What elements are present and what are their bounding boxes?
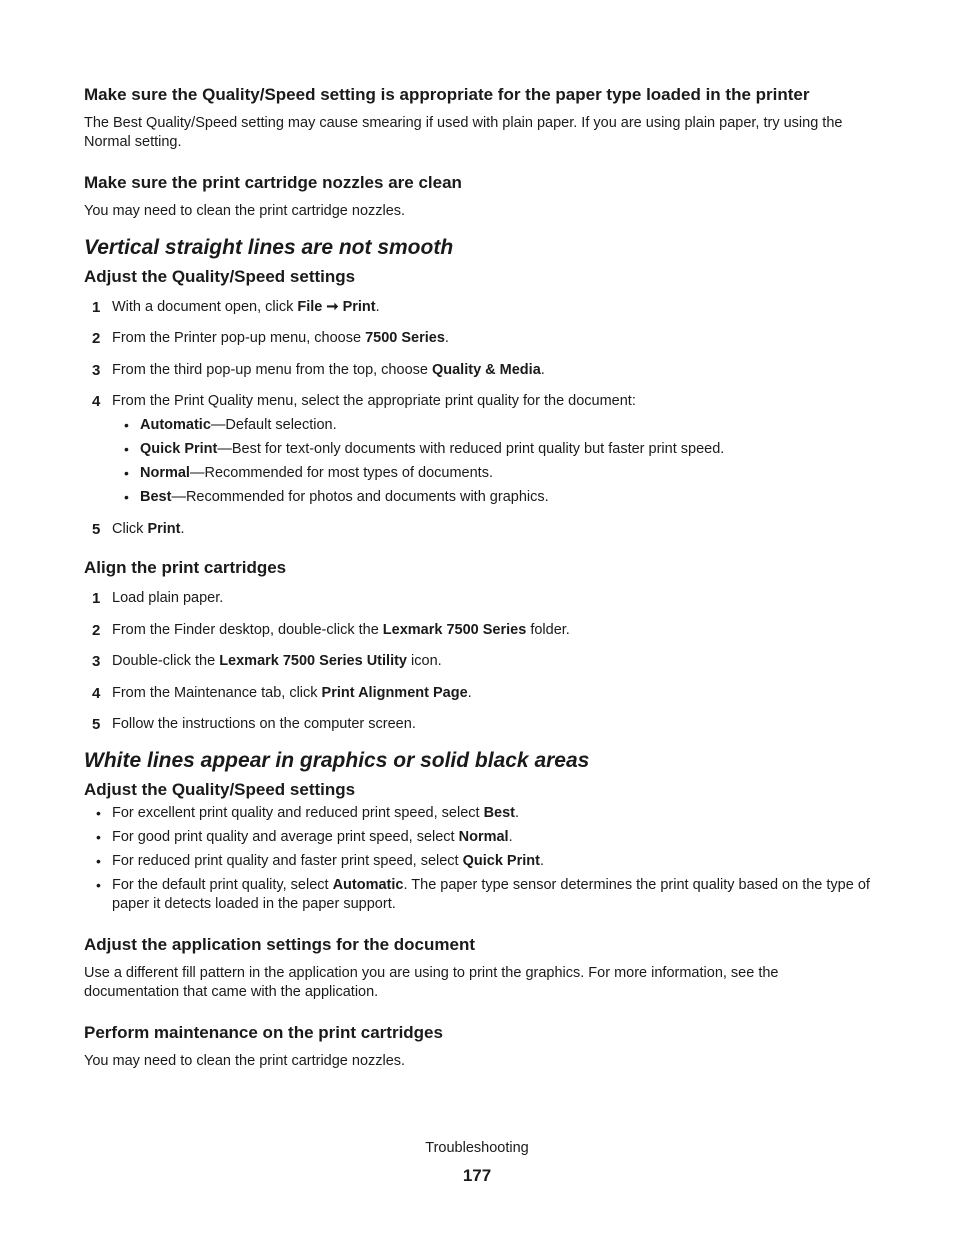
list-item: [84, 876, 874, 914]
item-text-end: . The paper type sensor determines the print quality based on the type of paper it detects loaded in the paper support.: [112, 877, 870, 912]
paragraph: Use a different fill pattern in the application you are using to print the graphics. For more information, see the documentation that came with the application.: [84, 965, 779, 1000]
list-item: [84, 804, 874, 823]
step-number: 3: [92, 653, 101, 670]
item-text-end: .: [508, 829, 513, 845]
footer-section-name: Troubleshooting: [425, 1140, 529, 1156]
bold-term: Print: [147, 521, 181, 537]
item-text: For the default print quality, select: [112, 877, 333, 893]
paragraph: You may need to clean the print cartridge nozzles.: [84, 1053, 406, 1069]
step-text: Double-click the: [112, 653, 220, 669]
step-item: [84, 361, 874, 380]
list-item: [84, 440, 874, 459]
item-text-end: .: [539, 853, 544, 869]
bold-term: Quality & Media: [431, 362, 541, 378]
item-text: —Default selection.: [210, 417, 337, 433]
step-text-end: .: [467, 685, 472, 701]
bold-term: Best: [483, 805, 516, 821]
bold-term: Normal: [458, 829, 509, 845]
menu-print: Print: [342, 299, 376, 315]
step-number: 2: [92, 330, 101, 347]
step-text: Load plain paper.: [112, 590, 224, 606]
step-item: [84, 652, 874, 671]
list-item: [84, 488, 874, 507]
step-item: [84, 621, 874, 640]
step-item: [84, 684, 874, 703]
bold-term: Automatic: [140, 417, 211, 433]
list-item: [84, 828, 874, 847]
step-number: 1: [92, 590, 101, 607]
bold-term: Lexmark 7500 Series: [382, 622, 527, 638]
step-item: [84, 298, 874, 317]
steps-list: [84, 589, 874, 734]
step-text: Follow the instructions on the computer screen.: [112, 716, 416, 732]
arrow-icon: ➞: [322, 299, 343, 315]
bold-term: Print Alignment Page: [321, 685, 468, 701]
step-item: [84, 589, 874, 608]
step-number: 4: [92, 685, 101, 702]
step-number: 1: [92, 299, 101, 316]
paragraph: The Best Quality/Speed setting may cause smearing if used with plain paper. If you are using plain paper, try using the Normal setting.: [84, 115, 843, 150]
item-text: For reduced print quality and faster print speed, select: [112, 853, 463, 869]
step-text: From the Finder desktop, double-click the: [112, 622, 383, 638]
section-heading: Make sure the print cartridge nozzles are clean: [84, 173, 462, 192]
step-number: 2: [92, 622, 101, 639]
step-item: [84, 329, 874, 348]
bold-term: Quick Print: [140, 441, 218, 457]
item-text: For excellent print quality and reduced print speed, select: [112, 805, 484, 821]
item-text-end: .: [515, 805, 520, 821]
step-text: From the Printer pop-up menu, choose: [112, 330, 366, 346]
steps-list: [84, 298, 874, 411]
list-item: [84, 852, 874, 871]
topic-title: White lines appear in graphics or solid black areas: [84, 749, 590, 772]
step-item: [84, 392, 874, 411]
topic-title: Vertical straight lines are not smooth: [84, 236, 454, 259]
bold-term: Automatic: [332, 877, 404, 893]
options-list: [84, 416, 874, 507]
section-heading: Make sure the Quality/Speed setting is appropriate for the paper type loaded in the printer: [84, 85, 810, 104]
section-heading: Align the print cartridges: [84, 558, 287, 577]
paragraph: You may need to clean the print cartridge nozzles.: [84, 203, 406, 219]
step-text: Click: [112, 521, 148, 537]
item-text: —Best for text-only documents with reduced print quality but faster print speed.: [217, 441, 725, 457]
step-text-end: .: [375, 299, 380, 315]
section-heading: Adjust the Quality/Speed settings: [84, 780, 356, 799]
step-item: [84, 715, 874, 734]
step-item: [84, 520, 874, 539]
step-text: From the Maintenance tab, click: [112, 685, 322, 701]
list-item: [84, 416, 874, 435]
list-item: [84, 464, 874, 483]
item-text: For good print quality and average print speed, select: [112, 829, 459, 845]
section-heading: Perform maintenance on the print cartridges: [84, 1023, 443, 1042]
item-text: —Recommended for photos and documents with graphics.: [171, 489, 549, 505]
section-heading: Adjust the application settings for the document: [84, 935, 476, 954]
menu-file: File: [297, 299, 323, 315]
bold-term: Normal: [140, 465, 190, 481]
section-heading: Adjust the Quality/Speed settings: [84, 267, 356, 286]
document-page: [84, 84, 874, 1071]
steps-list: [84, 520, 874, 539]
step-text-end: .: [444, 330, 449, 346]
step-text: From the third pop-up menu from the top, choose: [112, 362, 432, 378]
step-text-end: .: [180, 521, 185, 537]
step-text-end: .: [540, 362, 545, 378]
step-number: 5: [92, 716, 101, 733]
bold-term: Best: [140, 489, 172, 505]
step-text: From the Print Quality menu, select the appropriate print quality for the document:: [112, 393, 636, 409]
step-number: 5: [92, 521, 101, 538]
step-number: 4: [92, 393, 101, 410]
step-text: With a document open, click: [112, 299, 298, 315]
step-text-end: icon.: [407, 653, 442, 669]
step-number: 3: [92, 362, 101, 379]
bold-term: Quick Print: [462, 853, 540, 869]
page-number: 177: [462, 1166, 492, 1185]
bullet-list: [84, 804, 874, 914]
step-text-end: folder.: [526, 622, 570, 638]
bold-term: Lexmark 7500 Series Utility: [219, 653, 407, 669]
item-text: —Recommended for most types of documents.: [189, 465, 493, 481]
bold-term: 7500 Series: [365, 330, 445, 346]
